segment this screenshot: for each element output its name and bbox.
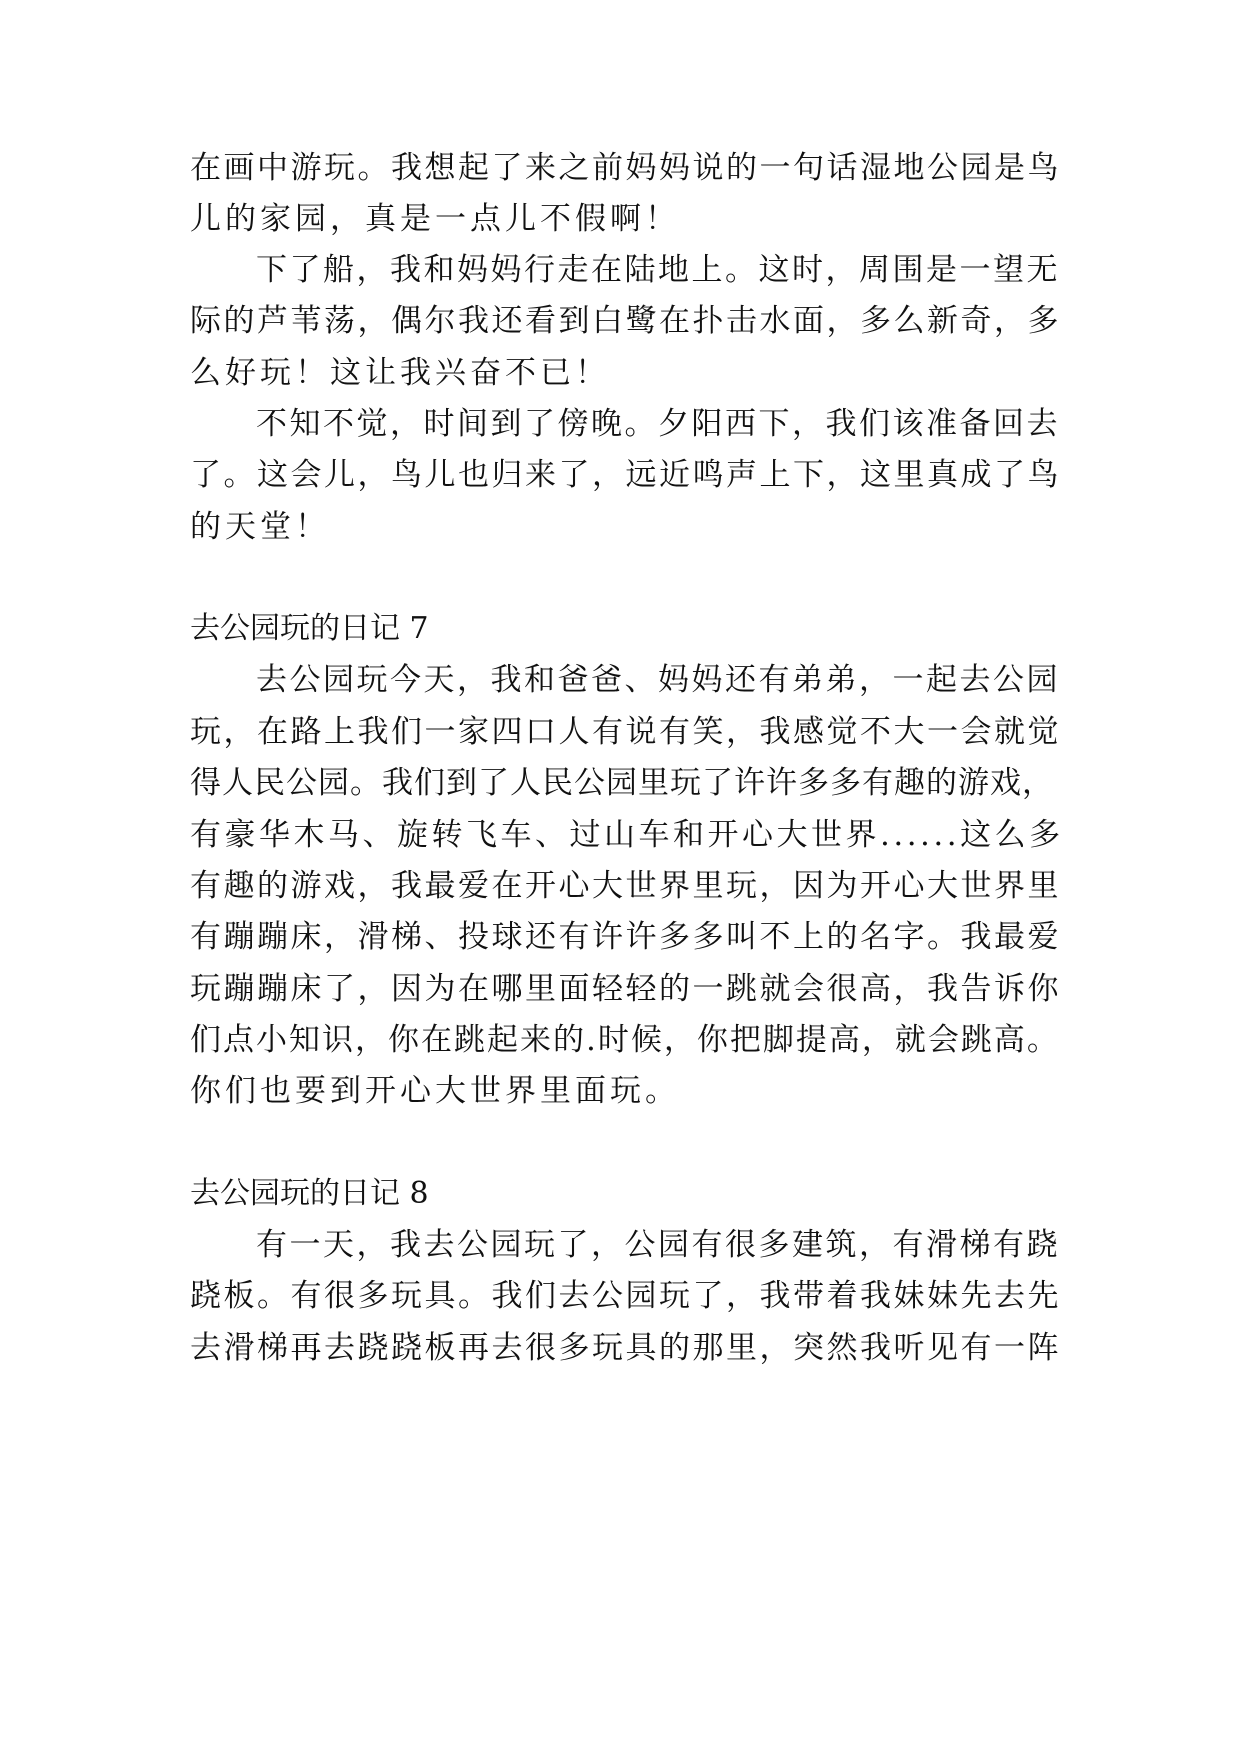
paragraph-line: 们点小知识，你在跳起来的.时候，你把脚提高，就会跳高。: [190, 1022, 1060, 1058]
paragraph-line: 在画中游玩。我想起了来之前妈妈说的一句话湿地公园是鸟: [190, 150, 1061, 186]
paragraph-line: 去公园玩今天，我和爸爸、妈妈还有弟弟，一起去公园: [256, 662, 1060, 698]
paragraph-line: 有豪华木马、旋转飞车、过山车和开心大世界......这么多: [190, 817, 1064, 853]
paragraph-line: 下了船，我和妈妈行走在陆地上。这时，周围是一望无: [256, 252, 1060, 288]
paragraph-line: 了。这会儿，鸟儿也归来了，远近鸣声上下，这里真成了鸟: [190, 457, 1061, 493]
paragraph-line: 跷板。有很多玩具。我们去公园玩了，我带着我妹妹先去先: [190, 1278, 1061, 1314]
paragraph-line: 有蹦蹦床，滑梯、投球还有许许多多叫不上的名字。我最爱: [190, 919, 1061, 955]
paragraph-line: 玩，在路上我们一家四口人有说有笑，我感觉不大一会就觉: [190, 714, 1061, 750]
paragraph-line: 去滑梯再去跷跷板再去很多玩具的那里，突然我听见有一阵: [190, 1330, 1061, 1366]
paragraph-line: 儿的家园，真是一点儿不假啊！: [190, 201, 680, 237]
section-heading: 去公园玩的日记 8: [190, 1176, 429, 1211]
paragraph-line: 有一天，我去公园玩了，公园有很多建筑，有滑梯有跷: [256, 1227, 1060, 1263]
paragraph-line: 你们也要到开心大世界里面玩。: [190, 1073, 680, 1109]
paragraph-line: 的天堂！: [190, 509, 330, 545]
paragraph-line: 得人民公园。我们到了人民公园里玩了许许多多有趣的游戏，: [190, 765, 1054, 801]
paragraph-line: 玩蹦蹦床了，因为在哪里面轻轻的一跳就会很高，我告诉你: [190, 971, 1061, 1007]
section-heading: 去公园玩的日记 7: [190, 611, 429, 646]
paragraph-line: 么好玩！这让我兴奋不已！: [190, 355, 610, 391]
paragraph-line: 际的芦苇荡，偶尔我还看到白鹭在扑击水面，多么新奇，多: [190, 303, 1061, 339]
paragraph-line: 有趣的游戏，我最爱在开心大世界里玩，因为开心大世界里: [190, 868, 1061, 904]
paragraph-line: 不知不觉，时间到了傍晚。夕阳西下，我们该准备回去: [256, 406, 1060, 442]
